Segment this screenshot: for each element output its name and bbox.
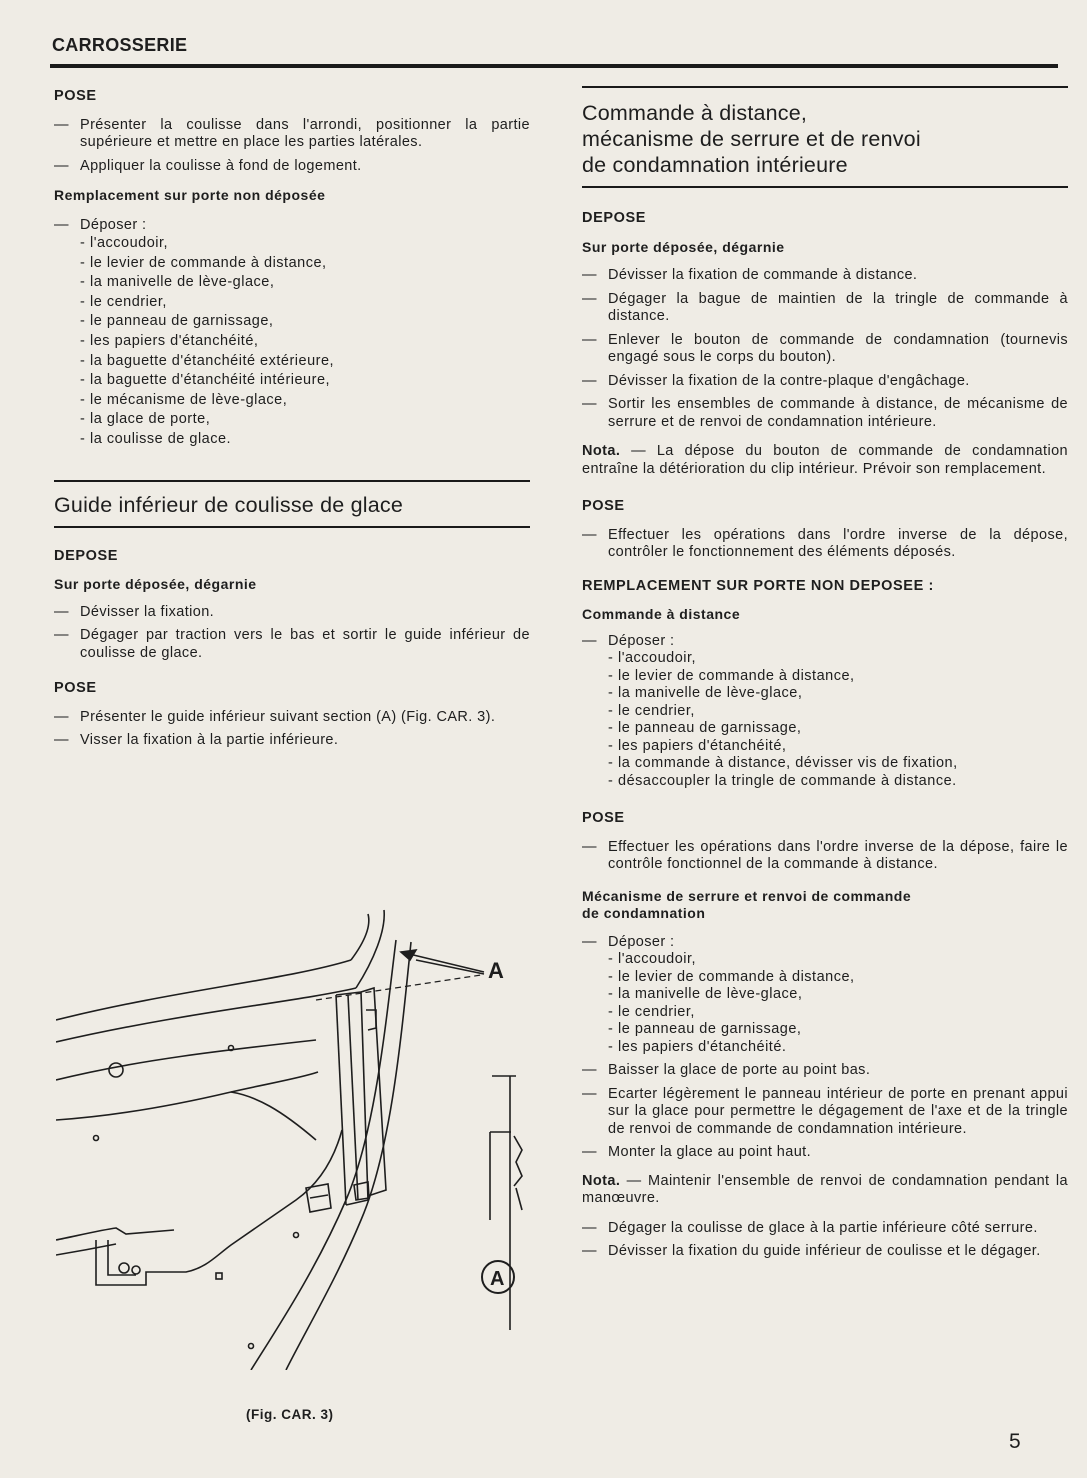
list-item: - le levier de commande à distance, [80, 254, 327, 271]
mech-sub: Mécanisme de serrure et renvoi de commande de condamnation [582, 887, 912, 921]
list-item: - le levier de commande à distance, [608, 968, 855, 985]
right-depose-item-5: — Sortir les ensembles de commande à distance, de mécanisme de serrure et de renvoi de condamnation intérieure. [582, 396, 1068, 430]
guide-section-title: Guide inférieur de coulisse de glace [54, 492, 404, 517]
mech-item-1: — Baisser la glace de porte au point bas. [582, 1062, 871, 1078]
right-depose-item-2: — Dégager la bague de maintien de la tringle de commande à distance. [582, 290, 1068, 324]
pose-item-1: — Présenter la coulisse dans l'arrondi, positionner la partie supérieure et mettre en place les parties latérales. [54, 116, 530, 150]
figure-car-3 [56, 900, 536, 1370]
right-pose2-label: POSE [582, 810, 625, 826]
list-item: - le mécanisme de lève-glace, [80, 391, 288, 408]
remote-intro: — Déposer : [582, 632, 675, 649]
mech-item-3: — Monter la glace au point haut. [582, 1144, 812, 1160]
right-pose-label: POSE [582, 498, 625, 514]
mech-intro: — Déposer : [582, 933, 675, 950]
guide-pose-label: POSE [54, 680, 97, 697]
list-item: - désaccoupler la tringle de commande à distance. [608, 772, 957, 789]
list-item: - la manivelle de lève-glace, [80, 274, 275, 291]
guide-title-block [54, 480, 530, 528]
guide-depose-item-1: — Dévisser la fixation. [54, 603, 215, 620]
guide-pose-item-2: — Visser la fixation à la partie inférieure. [54, 732, 339, 749]
remote-sub: Commande à distance [582, 606, 741, 622]
list-item: - le cendrier, [80, 293, 167, 310]
final-item-2: — Dévisser la fixation du guide inférieur de coulisse et le dégager. [582, 1243, 1041, 1259]
list-item: - la manivelle de lève-glace, [608, 986, 803, 1002]
list-item: - la commande à distance, dévisser vis de fixation, [608, 755, 958, 771]
replacement-intro: — Déposer : [54, 216, 147, 233]
right-column [582, 86, 1068, 1267]
mech-list [608, 951, 1068, 1056]
left-column [54, 88, 530, 756]
list-item: - la baguette d'étanchéité intérieure, [80, 372, 331, 389]
header-rule [50, 64, 1058, 68]
replacement-label: Remplacement sur porte non déposée [54, 187, 326, 203]
page-header-title: CARROSSERIE [52, 35, 188, 55]
final-item-1: — Dégager la coulisse de glace à la partie inférieure côté serrure. [582, 1219, 1038, 1236]
list-item: - l'accoudoir, [80, 235, 169, 251]
nota-1: Nota. — La dépose du bouton de commande de condamnation entraîne la détérioration du clip intérieur. Prévoir son remplacement. [582, 443, 1068, 477]
nota-2: Nota. — Maintenir l'ensemble de renvoi de condamnation pendant la manœuvre. [582, 1172, 1068, 1206]
list-item: - le panneau de garnissage, [80, 313, 274, 330]
list-item: - les papiers d'étanchéité, [608, 737, 787, 754]
right-title-line-2: mécanisme de serrure et de renvoi [582, 127, 921, 151]
pose-label: POSE [54, 88, 97, 104]
guide-pose-item-1: — Présenter le guide inférieur suivant section (A) (Fig. CAR. 3). [54, 708, 496, 725]
guide-depose-label: DEPOSE [54, 547, 119, 564]
page-number: 5 [1009, 1430, 1021, 1453]
list-item: - le levier de commande à distance, [608, 667, 855, 684]
door-diagram [56, 900, 536, 1370]
list-item: - la coulisse de glace. [80, 430, 232, 447]
pose-item-2: — Appliquer la coulisse à fond de logement. [54, 157, 362, 174]
guide-depose-item-2: — Dégager par traction vers le bas et sortir le guide inférieur de coulisse de glace. [54, 627, 530, 661]
right-depose-item-1: — Dévisser la fixation de commande à distance. [582, 267, 918, 283]
right-depose-item-4: — Dévisser la fixation de la contre-plaque d'engâchage. [582, 372, 970, 389]
list-item: - le cendrier, [608, 1003, 695, 1020]
mech-item-2: — Ecarter légèrement le panneau intérieur de porte en prenant appui sur la glace pour permettre le dégagement de l'axe et de la tringle de renvoi de commande de condamnation intérieure. [582, 1085, 1068, 1137]
figure-circle-label-a: A [490, 1268, 505, 1290]
list-item: - les papiers d'étanchéité. [608, 1038, 787, 1055]
right-title-line-3: de condamnation intérieure [582, 153, 848, 177]
list-item: - la glace de porte, [80, 411, 211, 428]
list-item: - le cendrier, [608, 702, 695, 719]
right-depose-sub: Sur porte déposée, dégarnie [582, 238, 785, 255]
list-item: - la manivelle de lève-glace, [608, 685, 803, 701]
figure-caption: (Fig. CAR. 3) [246, 1407, 334, 1422]
figure-label-a: A [488, 958, 504, 983]
list-item: - les papiers d'étanchéité, [80, 332, 259, 349]
list-item: - le panneau de garnissage, [608, 720, 802, 736]
right-pose-item-1: — Effectuer les opérations dans l'ordre inverse de la dépose, contrôler le fonctionnement des éléments déposés. [582, 526, 1068, 560]
right-depose-item-3: — Enlever le bouton de commande de condamnation (tournevis engagé sous le corps du bouton). [582, 331, 1068, 365]
right-pose2-item-1: — Effectuer les opérations dans l'ordre inverse de la dépose, faire le contrôle fonctionnel de la commande à distance. [582, 838, 1068, 872]
replacement-list [80, 234, 530, 450]
right-title-line-1: Commande à distance, [582, 101, 808, 125]
list-item: - l'accoudoir, [608, 650, 697, 666]
remote-list [608, 650, 1068, 790]
list-item: - la baguette d'étanchéité extérieure, [80, 352, 335, 369]
list-item: - l'accoudoir, [608, 951, 697, 967]
right-title-block [582, 86, 1068, 188]
list-item: - le panneau de garnissage, [608, 1021, 802, 1037]
right-depose-label: DEPOSE [582, 210, 647, 226]
replace-label: REMPLACEMENT SUR PORTE NON DEPOSEE : [582, 577, 934, 594]
guide-depose-sub: Sur porte déposée, dégarnie [54, 576, 257, 593]
